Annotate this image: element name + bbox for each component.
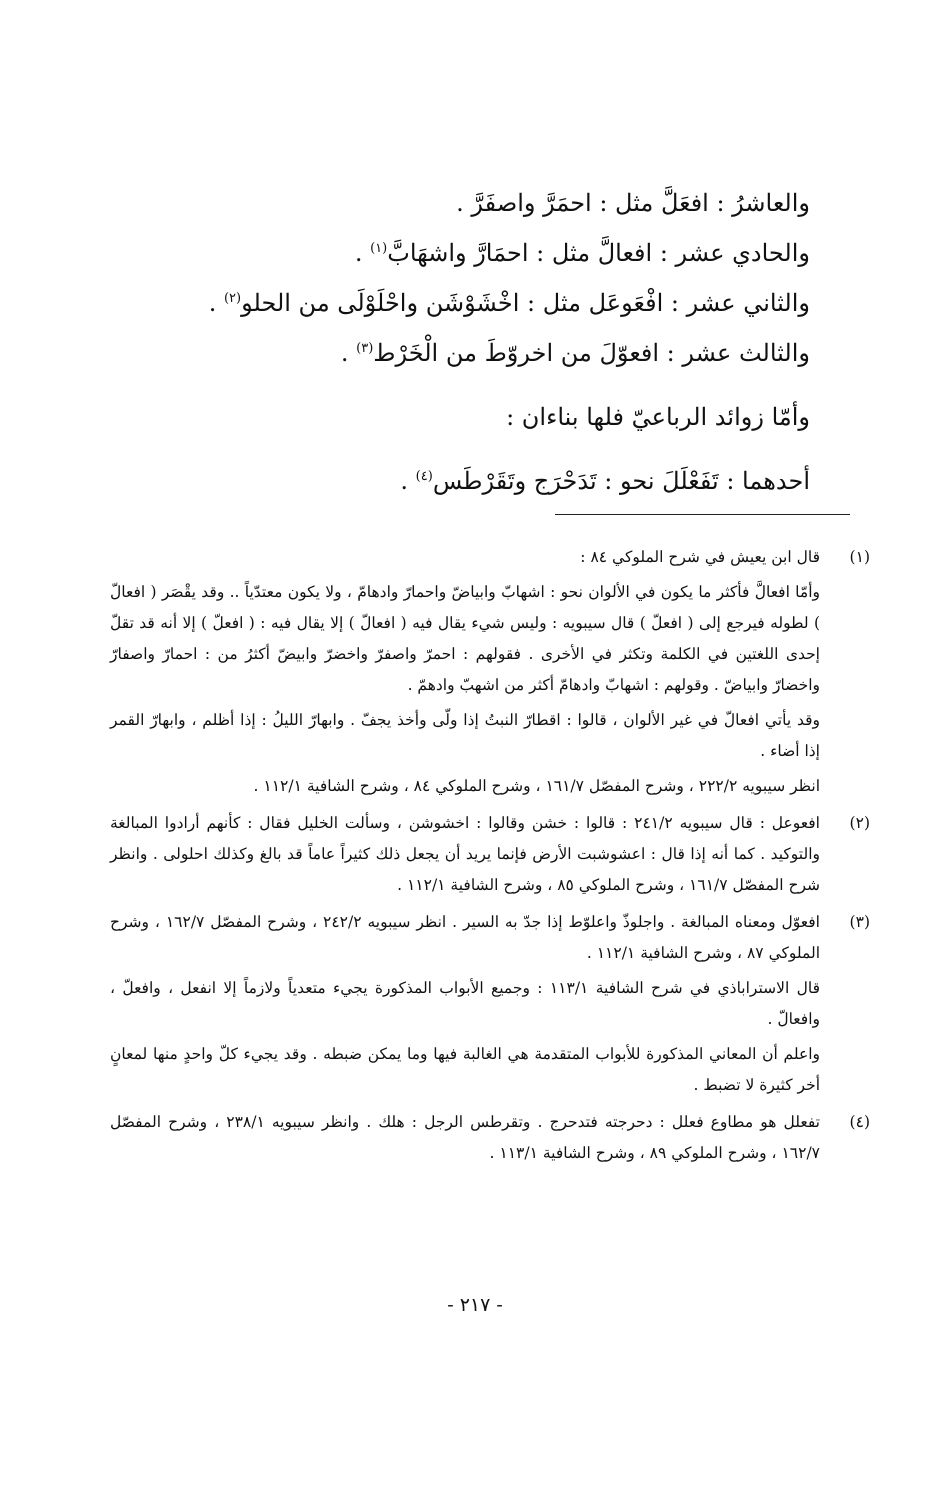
footnote-paragraph: وأمّا افعالَّ فأكثر ما يكون في الألوان نحو : اشهابّ وابياضّ واحمارّ وادهامّ ، ولا يكون معتدّياً .. وقد يقْصَر ( افعالّ ) لطوله فيرجع إلى ( افعلّ ) قال سيبويه : وليس شيء يقال فيه ( افعالّ ) إلا يقال فيه : ( افعلّ ) إلا أنه قد تقلّ إحدى اللغتين في الكلمة وتكثر في الأخرى . فقولهم : احمرّ واصفرّ واخضرّ وابيضّ أكثرُ من : احمارّ واصفارّ واخضارّ وابياضّ . وقولهم : اشهابّ وادهامّ أكثر من اشهبّ وادهمّ . [110, 583, 820, 694]
footnote-number: (٢) [849, 814, 870, 832]
footnote-ref-3[interactable]: (٣) [356, 341, 374, 356]
main-line-4: والثالث عشر : افعوّلَ من اخروّطَ من الْخَرْط$^{(٣)}$ . [340, 339, 810, 367]
main-line-2: والحادي عشر : افعالَّ مثل : احمَارَّ واشهَابَّ$^{(١)}$ . [354, 239, 810, 267]
footnote-number: (٣) [849, 913, 870, 931]
main-line-3: والثاني عشر : افْعَوعَل مثل : اخْشَوْشَن واحْلَوْلَى من الحلو$^{(٢)}$ . [208, 289, 810, 317]
footnote-1 [110, 542, 870, 802]
footnote-paragraph: افعوعل : قال سيبويه ٢٤١/٢ : قالوا : خشن وقالوا : اخشوشن ، وسألت الخليل فقال : كأنهم أرادوا المبالغة والتوكيد . كما أنه إذا قال : اعشوشبت الأرض فإنما يريد أن يجعل ذلك كثيراً عاماً قد بالغ وكذلك احلولى . وانظر شرح المفصّل ١٦١/٧ ، وشرح الملوكي ٨٥ ، وشرح الشافية ١١٢/١ . [110, 814, 820, 894]
main-line-6: أحدهما : تَفَعْلَلَ نحو : تَدَحْرَج وتَقَرْطَس$^{(٤)}$ . [400, 467, 810, 495]
footnote-separator [555, 514, 850, 515]
main-text [130, 178, 810, 506]
footnote-paragraph: وقد يأتي افعالّ في غير الألوان ، قالوا : اقطارّ النبتُ إذا ولّى وأخذ يجفّ . وابهارّ الليلُ : إذا أظلم ، وابهارّ القمر إذا أضاء . [110, 711, 820, 760]
footnotes [110, 542, 870, 1175]
footnote-paragraph: واعلم أن المعاني المذكورة للأبواب المتقدمة هي الغالبة فيها وما يمكن ضبطه . وقد يجيء كلّ واحدٍ منها لمعانٍ أخر كثيرة لا تضبط . [110, 1045, 820, 1094]
footnote-4 [110, 1107, 870, 1169]
footnote-2 [110, 808, 870, 901]
footnote-paragraph: انظر سيبويه ٢٢٢/٢ ، وشرح المفصّل ١٦١/٧ ، وشرح الملوكي ٨٤ ، وشرح الشافية ١١٢/١ . [253, 777, 820, 795]
footnote-ref-4[interactable]: (٤) [415, 469, 433, 484]
footnote-number: (١) [849, 548, 870, 566]
footnote-paragraph: قال الاستراباذي في شرح الشافية ١١٣/١ : وجميع الأبواب المذكورة يجيء متعدياً ولازماً إلا انفعل ، وافعلّ ، وافعالّ . [110, 979, 820, 1028]
footnote-paragraph: قال ابن يعيش في شرح الملوكي ٨٤ : [580, 548, 820, 566]
footnote-ref-2[interactable]: (٢) [223, 291, 242, 306]
main-line-5: وأمّا زوائد الرباعيّ فلها بناءان : [506, 403, 810, 431]
footnote-number: (٤) [849, 1113, 870, 1131]
footnote-ref-1[interactable]: (١) [370, 241, 388, 256]
footnote-paragraph: افعوّل ومعناه المبالغة . واجلوذّ واعلوّط إذا جدّ به السير . انظر سيبويه ٢٤٢/٢ ، وشرح المفصّل ١٦٢/٧ ، وشرح الملوكي ٨٧ ، وشرح الشافية ١١٢/١ . [110, 913, 820, 962]
page-number: - ٢١٧ - [447, 1294, 503, 1316]
footnote-3 [110, 907, 870, 1101]
footnote-paragraph: تفعلل هو مطاوع فعلل : دحرجته فتدحرج . وتقرطس الرجل : هلك . وانظر سيبويه ٢٣٨/١ ، وشرح المفصّل ١٦٢/٧ ، وشرح الملوكي ٨٩ ، وشرح الشافية ١١٣/١ . [110, 1113, 820, 1162]
main-line-1: والعاشرُ : افعَلَّ مثل : احمَرَّ واصفَرَّ . [456, 189, 810, 217]
